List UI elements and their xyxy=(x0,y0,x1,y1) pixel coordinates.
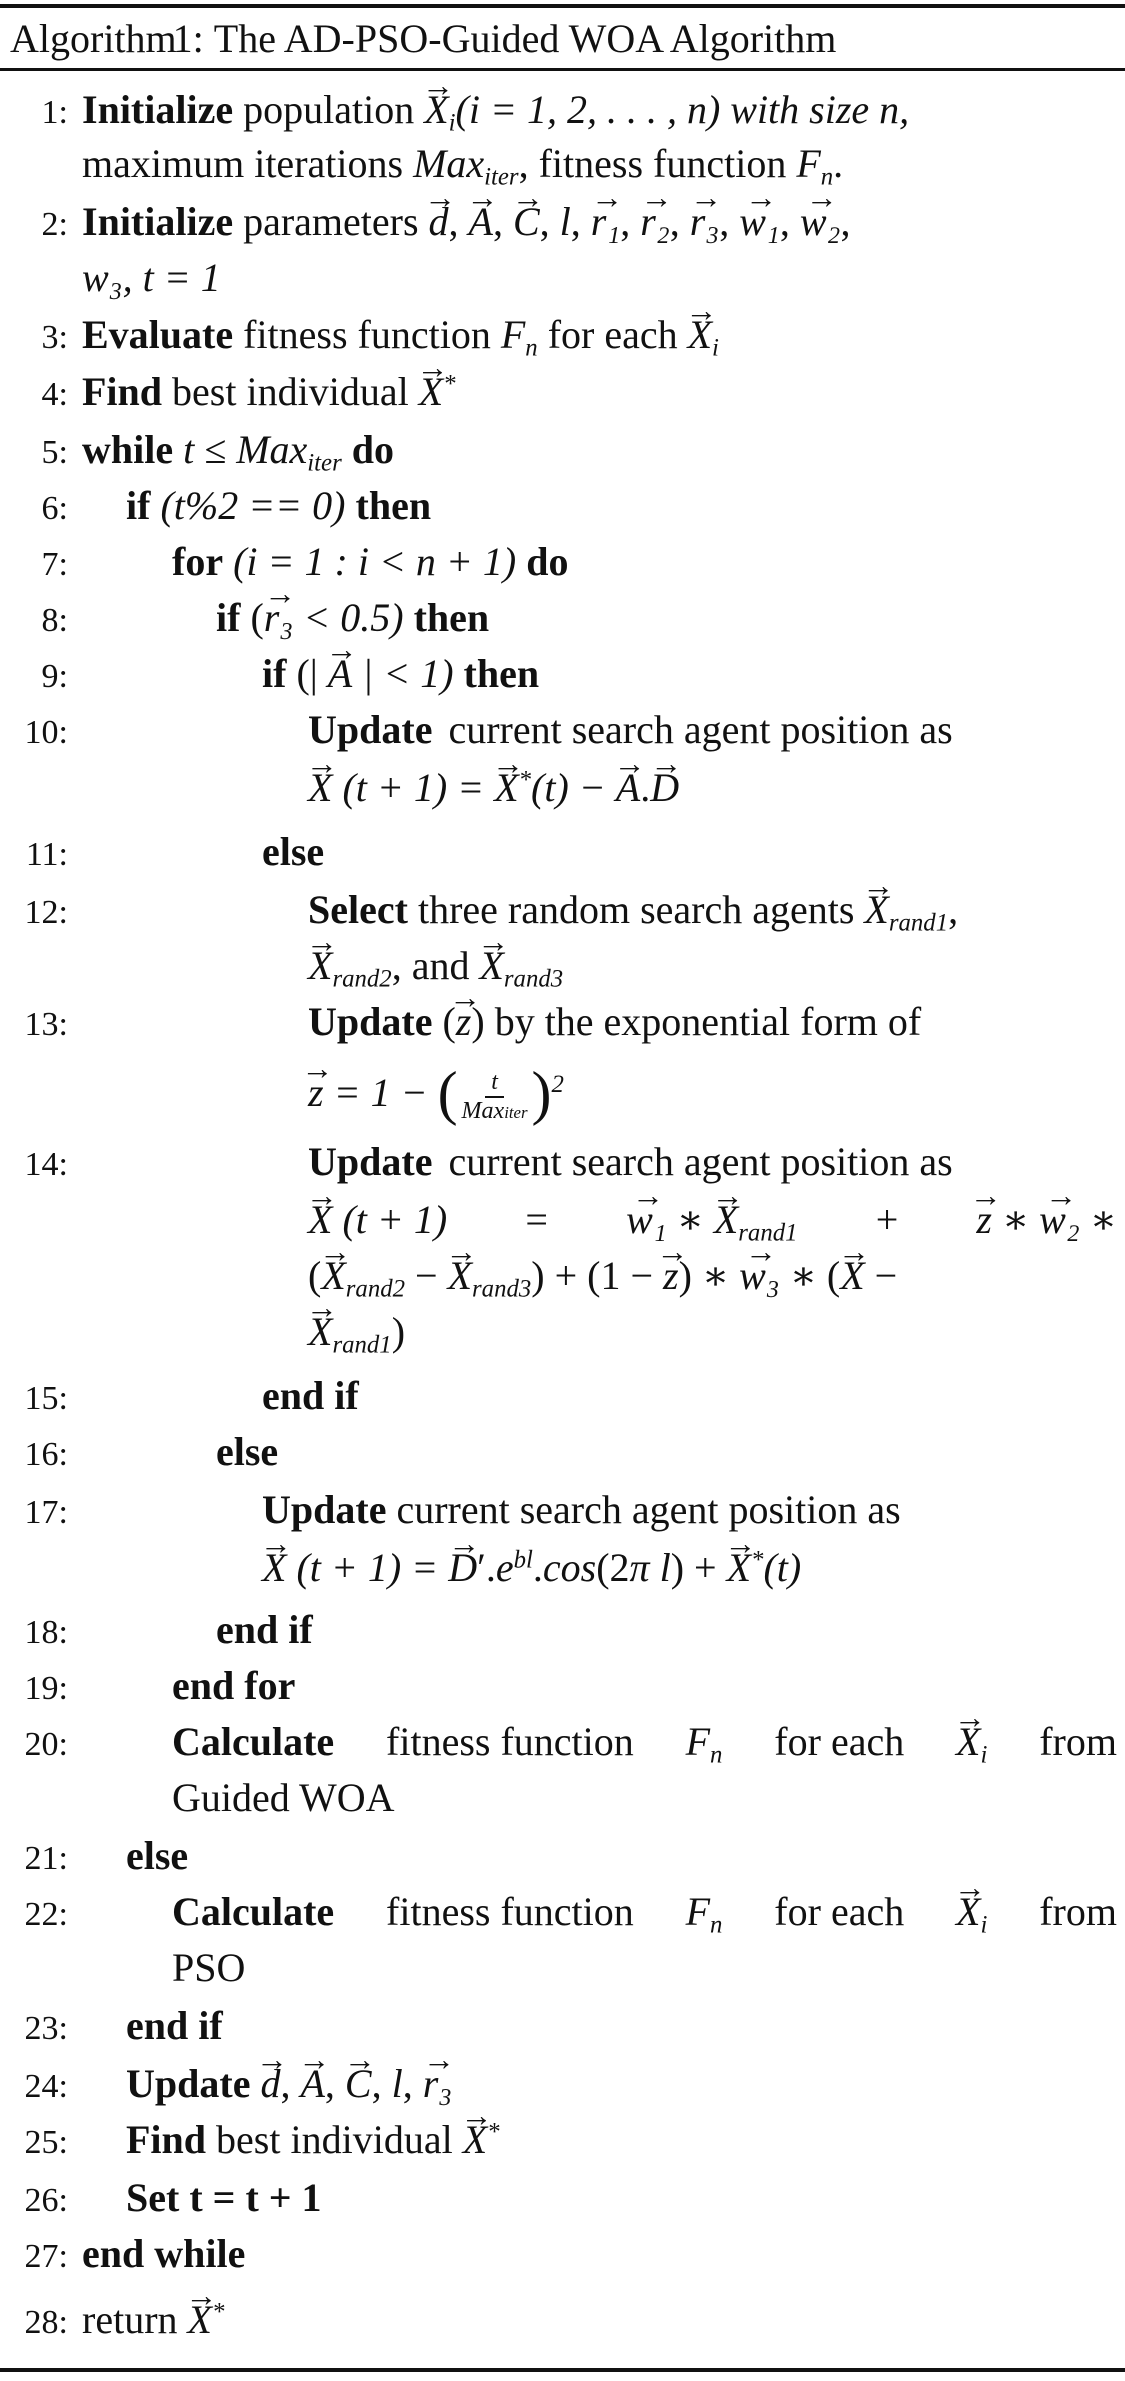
line-number: 24: xyxy=(24,2068,68,2105)
keyword-then: then xyxy=(463,651,540,696)
keyword-update: Update xyxy=(262,1487,387,1532)
keyword-do: do xyxy=(526,539,569,584)
line-text: for each xyxy=(547,312,678,357)
algo-line-4 xyxy=(0,370,1117,414)
line-number: 18: xyxy=(24,1614,68,1651)
algo-line-26 xyxy=(0,2176,1117,2220)
algo-line-24 xyxy=(0,2062,1117,2106)
line-number: 15: xyxy=(24,1380,68,1417)
algo-line-14-cont2 xyxy=(0,1254,1117,1303)
keyword-else: else xyxy=(126,1833,189,1878)
line-number: 5: xyxy=(41,434,68,471)
line-text: return xyxy=(82,2297,178,2342)
bottom-rule xyxy=(0,2368,1125,2372)
algo-line-1 xyxy=(0,88,1117,137)
algo-line-19 xyxy=(0,1664,1117,1708)
line-number: 13: xyxy=(24,1006,68,1043)
line-body xyxy=(82,2176,1117,2220)
line-body: → $X_{rand2}$, and → $X_{rand3}$ xyxy=(82,944,1117,993)
line-text: maximum iterations xyxy=(82,141,404,186)
line-body: Calculate fitness function $F_n$ for each → $X_i$ from xyxy=(82,1890,1117,1939)
subscript: i xyxy=(448,109,456,137)
line-number: 14: xyxy=(24,1146,68,1183)
line-body: maximum iterations Max$_{iter}$, fitness function $F_n$. xyxy=(82,141,844,191)
keyword-if: if xyxy=(262,651,287,696)
keyword-end-if: end if xyxy=(126,2003,223,2048)
algo-line-28 xyxy=(0,2298,1117,2342)
vector-X: → X xyxy=(424,88,448,132)
line-body: Update (→ z) by the exponential form of xyxy=(82,1000,1117,1044)
algorithm-caption xyxy=(10,10,836,66)
keyword-set: Set xyxy=(126,2175,180,2220)
line-body: if (| → A | < 1) then xyxy=(82,652,1117,696)
line-text: (i = 1, 2, . . . , n) with size n, xyxy=(455,87,910,132)
line-body xyxy=(82,1488,1117,1532)
keyword-end-while: end while xyxy=(82,2231,246,2276)
line-text: current search agent position as xyxy=(448,707,953,752)
algo-line-10 xyxy=(0,708,1117,752)
math-cond: (i = 1 : i < n + 1) xyxy=(233,539,517,584)
line-body xyxy=(82,484,1117,528)
algo-line-9 xyxy=(0,652,1117,696)
line-body: Select three random search agents → $X_{rand1}$, xyxy=(82,888,1117,937)
keyword-find: Find xyxy=(82,369,163,414)
keyword-evaluate: Evaluate xyxy=(82,312,234,357)
line-number: 10: xyxy=(24,714,68,751)
top-rule xyxy=(0,4,1125,8)
subscript: n xyxy=(820,163,834,191)
keyword-end-for: end for xyxy=(172,1663,296,1708)
line-body: Initialize parameters → d, → A, → C, l, → r₁, → r₂, → r₃, → w₁, → w₂, xyxy=(82,200,1117,244)
keyword-calculate: Calculate xyxy=(172,1889,335,1934)
keyword-end-if: end if xyxy=(216,1607,313,1652)
line-body: if (→ r₃ < 0.5) then xyxy=(82,596,1117,640)
line-number: 16: xyxy=(24,1436,68,1473)
algo-line-23 xyxy=(0,2004,1117,2048)
math-cond: | < 1) xyxy=(362,651,454,696)
line-number: 25: xyxy=(24,2124,68,2161)
algo-line-6 xyxy=(0,484,1117,528)
keyword-calculate: Calculate xyxy=(172,1719,335,1764)
algo-line-14 xyxy=(0,1140,1117,1184)
keyword-else: else xyxy=(216,1429,279,1474)
algo-line-13 xyxy=(0,1000,1117,1044)
line-number: 6: xyxy=(41,490,68,527)
line-text: and xyxy=(411,943,470,988)
algo-line-21 xyxy=(0,1834,1117,1878)
line-text: Guided WOA xyxy=(172,1775,395,1820)
line-body xyxy=(82,830,1117,874)
line-number: 21: xyxy=(24,1840,68,1877)
caption-number: 1: xyxy=(172,15,204,61)
math-fn: F xyxy=(796,141,821,186)
line-text: fitness function xyxy=(386,1719,634,1764)
math-cond: (t%2 == 0) xyxy=(160,483,346,528)
line-text: current search agent position as xyxy=(448,1139,953,1184)
keyword-do: do xyxy=(351,427,394,472)
algo-line-20 xyxy=(0,1720,1117,1769)
line-text: population xyxy=(243,87,415,132)
algo-line-11 xyxy=(0,830,1117,874)
keyword-while: while xyxy=(82,427,174,472)
line-text: from xyxy=(1039,1889,1117,1934)
line-body: Update → d, → A, → C, l, → r₃ xyxy=(82,2062,1117,2106)
line-number: 27: xyxy=(24,2238,68,2275)
line-number: 11: xyxy=(25,836,68,873)
keyword-update: Update xyxy=(308,707,433,752)
line-number: 9: xyxy=(41,658,68,695)
line-number: 17: xyxy=(24,1494,68,1531)
line-body: → $X_{rand1}$) xyxy=(82,1310,1117,1359)
line-number: 22: xyxy=(24,1896,68,1933)
line-number: 3: xyxy=(41,319,68,356)
line-text: parameters xyxy=(243,199,419,244)
line-body: → X (t + 1) = → $D'.e^{bl}.\cos(2\pi$ l) + → X*(t) xyxy=(82,1546,1117,1590)
line-text: w₃, t = 1 xyxy=(82,255,221,300)
line-body xyxy=(82,1608,1117,1652)
algo-line-1-cont xyxy=(0,142,1117,191)
keyword-end-if: end if xyxy=(262,1373,359,1418)
algo-line-27 xyxy=(0,2232,1117,2276)
line-text: , fitness function xyxy=(518,141,787,186)
algo-line-20-cont xyxy=(0,1776,1117,1820)
algo-line-18 xyxy=(0,1608,1117,1652)
line-text: by the exponential form of xyxy=(494,999,922,1044)
line-body xyxy=(82,540,1117,584)
keyword-initialize: Initialize xyxy=(82,87,234,132)
line-body: return → X* xyxy=(82,2298,1117,2342)
line-text: fitness function xyxy=(243,312,491,357)
algo-line-16 xyxy=(0,1430,1117,1474)
keyword-initialize: Initialize xyxy=(82,199,234,244)
algo-line-15 xyxy=(0,1374,1117,1418)
line-body xyxy=(82,1374,1117,1418)
line-body xyxy=(82,1140,1117,1184)
algo-line-14-cont1 xyxy=(0,1198,1117,1247)
line-text: best individual xyxy=(216,2117,453,2162)
subscript: iter xyxy=(484,163,519,191)
keyword-if: if xyxy=(126,483,151,528)
line-text: from xyxy=(1039,1719,1117,1764)
algo-line-17-cont xyxy=(0,1546,1117,1590)
keyword-select: Select xyxy=(308,887,408,932)
line-body xyxy=(82,88,1117,137)
line-number: 1: xyxy=(41,94,68,131)
line-body: (→ $X_{rand2}$ − → $X_{rand3}) + (1$ − → z) ∗ → w₃ ∗ (→ X − xyxy=(82,1254,1117,1303)
line-number: 28: xyxy=(24,2304,68,2341)
algo-line-12-cont xyxy=(0,944,1117,993)
line-text: best individual xyxy=(172,369,409,414)
keyword-if: if xyxy=(216,595,241,640)
keyword-update: Update xyxy=(126,2061,251,2106)
line-body: Calculate fitness function $F_n$ for each → $X_i$ from xyxy=(82,1720,1117,1769)
line-number: 23: xyxy=(24,2010,68,2047)
line-number: 12: xyxy=(24,894,68,931)
line-number: 4: xyxy=(41,376,68,413)
caption-label: Algorithm xyxy=(10,15,177,61)
math-cond: t ≤ xyxy=(183,427,227,472)
line-number: 26: xyxy=(24,2182,68,2219)
algo-line-25 xyxy=(0,2118,1117,2162)
keyword-update: Update xyxy=(308,1139,433,1184)
keyword-for: for xyxy=(172,539,224,584)
algo-line-10-cont xyxy=(0,766,1117,810)
line-body xyxy=(82,2004,1117,2048)
line-body: Find best individual → X* xyxy=(82,2118,1117,2162)
line-body: Evaluate fitness function $F_n$ for each → $X_i$ xyxy=(82,313,1117,362)
algo-line-12 xyxy=(0,888,1117,937)
algo-line-7 xyxy=(0,540,1117,584)
caption-rule xyxy=(0,68,1125,71)
keyword-then: then xyxy=(413,595,490,640)
line-body xyxy=(82,708,1117,752)
line-body: → X (t + 1) = → w₁ ∗ → $X_{rand1}$ + → z ∗ → w₂ ∗ xyxy=(82,1198,1117,1247)
line-text: for each xyxy=(774,1719,905,1764)
algo-line-5 xyxy=(0,428,1117,477)
keyword-else: else xyxy=(262,829,325,874)
algo-line-2 xyxy=(0,200,1117,244)
line-body: while t ≤ Max$_{iter}$ do xyxy=(82,427,394,477)
algo-line-8 xyxy=(0,596,1117,640)
keyword-then: then xyxy=(355,483,432,528)
math-max: Max xyxy=(413,141,485,186)
line-text: t = t + 1 xyxy=(189,2175,322,2220)
caption-title: The AD-PSO-Guided WOA Algorithm xyxy=(213,15,837,61)
line-body xyxy=(82,1430,1117,1474)
line-text: fitness function xyxy=(386,1889,634,1934)
line-text: for each xyxy=(774,1889,905,1934)
line-number: 19: xyxy=(24,1670,68,1707)
line-body: Find best individual → X* xyxy=(82,370,1117,414)
math-cond: < 0.5) xyxy=(303,595,404,640)
line-number: 20: xyxy=(24,1726,68,1763)
keyword-update: Update xyxy=(308,999,433,1044)
algo-line-22-cont xyxy=(0,1946,1117,1990)
algo-line-22 xyxy=(0,1890,1117,1939)
keyword-find: Find xyxy=(126,2117,207,2162)
line-text: three random search agents xyxy=(417,887,855,932)
algo-line-13-cont xyxy=(0,1058,1117,1128)
line-number: 7: xyxy=(41,546,68,583)
line-body: → z = 1 − ( $\frac{t}{\text{Maxiter}}$ )$^2$ xyxy=(82,1060,1117,1126)
line-number: 8: xyxy=(41,602,68,639)
algo-line-17 xyxy=(0,1488,1117,1532)
line-body: → X (t + 1) = → X*(t) − → A.→ D xyxy=(82,766,1117,810)
algo-line-3 xyxy=(0,313,1117,362)
algo-line-14-cont3 xyxy=(0,1310,1117,1359)
line-text: PSO xyxy=(172,1945,246,1990)
line-body xyxy=(82,2232,1117,2276)
line-text: current search agent position as xyxy=(396,1487,901,1532)
line-number: 2: xyxy=(41,206,68,243)
algo-line-2-cont xyxy=(0,256,1117,300)
